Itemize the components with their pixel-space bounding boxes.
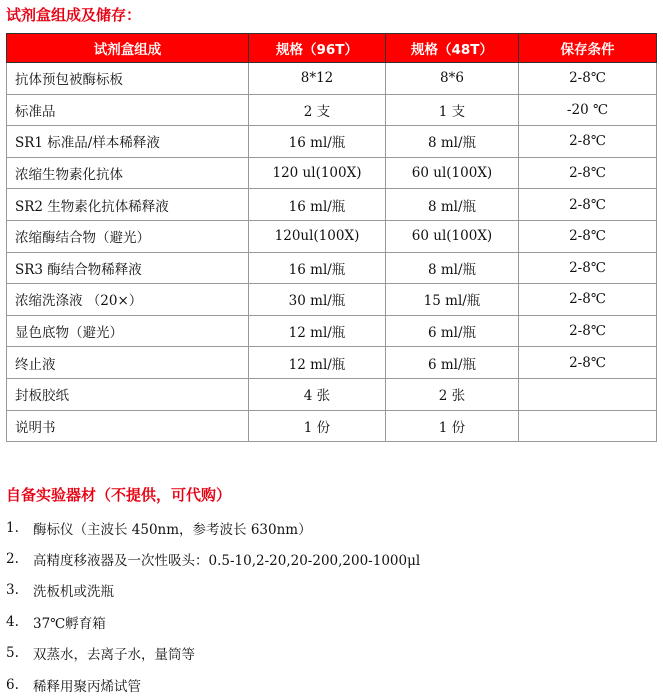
spec-48t-cell: 8 ml/瓶 [386, 189, 519, 221]
component-name-cell: 终止液 [7, 347, 249, 379]
list-item-text: 37℃孵育箱 [33, 615, 106, 632]
column-header-component: 试剂盒组成 [7, 34, 249, 63]
storage-cell: 2-8℃ [519, 284, 657, 316]
spec-96t-cell: 12 ml/瓶 [249, 315, 386, 347]
table-row [7, 189, 657, 221]
table-row [7, 347, 657, 379]
table-row [7, 63, 657, 95]
equipment-section-title: 自备实验器材（不提供，可代购） [6, 486, 232, 504]
spec-96t-cell: 30 ml/瓶 [249, 284, 386, 316]
table-row [7, 284, 657, 316]
table-row [7, 126, 657, 158]
component-name-cell: 说明书 [7, 410, 249, 442]
spec-96t-cell: 16 ml/瓶 [249, 126, 386, 158]
kit-components-table [6, 33, 657, 442]
spec-96t-cell: 12 ml/瓶 [249, 347, 386, 379]
column-header-storage: 保存条件 [519, 34, 657, 63]
component-name-cell: SR1 标准品/样本稀释液 [7, 126, 249, 158]
spec-48t-cell: 1 份 [386, 410, 519, 442]
column-header-spec-48t: 规格（48T） [386, 34, 519, 63]
table-row [7, 220, 657, 252]
storage-cell [519, 378, 657, 410]
table-row [7, 252, 657, 284]
storage-cell: 2-8℃ [519, 126, 657, 158]
spec-48t-cell: 8 ml/瓶 [386, 126, 519, 158]
spec-48t-cell: 15 ml/瓶 [386, 284, 519, 316]
component-name-cell: 抗体预包被酶标板 [7, 63, 249, 95]
table-row [7, 157, 657, 189]
storage-cell: -20 ℃ [519, 94, 657, 126]
component-name-cell: SR2 生物素化抗体稀释液 [7, 189, 249, 221]
column-header-spec-96t: 规格（96T） [249, 34, 386, 63]
storage-cell: 2-8℃ [519, 315, 657, 347]
list-item-number: 5. [6, 645, 19, 662]
list-item-number: 4. [6, 613, 19, 630]
component-name-cell: 浓缩生物素化抗体 [7, 157, 249, 189]
table-row [7, 315, 657, 347]
list-item [6, 575, 420, 606]
spec-48t-cell: 60 ul(100X) [386, 220, 519, 252]
spec-48t-cell: 6 ml/瓶 [386, 315, 519, 347]
spec-96t-cell: 16 ml/瓶 [249, 189, 386, 221]
spec-96t-cell: 16 ml/瓶 [249, 252, 386, 284]
spec-96t-cell: 4 张 [249, 378, 386, 410]
spec-96t-cell: 8*12 [249, 63, 386, 95]
table-header-row [7, 34, 657, 63]
list-item-number: 2. [6, 551, 19, 568]
list-item [6, 638, 420, 669]
list-item [6, 669, 420, 700]
storage-cell: 2-8℃ [519, 220, 657, 252]
storage-cell: 2-8℃ [519, 157, 657, 189]
storage-cell: 2-8℃ [519, 63, 657, 95]
equipment-list [6, 512, 420, 700]
storage-cell: 2-8℃ [519, 189, 657, 221]
list-item-text: 双蒸水，去离子水，量筒等 [33, 647, 195, 664]
spec-48t-cell: 1 支 [386, 94, 519, 126]
list-item [6, 606, 420, 637]
storage-cell: 2-8℃ [519, 347, 657, 379]
component-name-cell: 浓缩洗涤液 （20×） [7, 284, 249, 316]
component-name-cell: 显色底物（避光） [7, 315, 249, 347]
spec-96t-cell: 1 份 [249, 410, 386, 442]
spec-48t-cell: 8 ml/瓶 [386, 252, 519, 284]
component-name-cell: 浓缩酶结合物（避光） [7, 220, 249, 252]
spec-48t-cell: 6 ml/瓶 [386, 347, 519, 379]
list-item-text: 洗板机或洗瓶 [33, 584, 114, 601]
spec-48t-cell: 8*6 [386, 63, 519, 95]
list-item [6, 543, 420, 574]
storage-cell: 2-8℃ [519, 252, 657, 284]
spec-96t-cell: 120ul(100X) [249, 220, 386, 252]
list-item-text: 稀释用聚丙烯试管 [33, 678, 141, 695]
list-item-number: 1. [6, 519, 19, 536]
spec-96t-cell: 120 ul(100X) [249, 157, 386, 189]
spec-96t-cell: 2 支 [249, 94, 386, 126]
component-name-cell: 标准品 [7, 94, 249, 126]
kit-section-title: 试剂盒组成及储存： [6, 6, 142, 24]
storage-cell [519, 410, 657, 442]
list-item [6, 512, 420, 543]
table-row [7, 410, 657, 442]
component-name-cell: 封板胶纸 [7, 378, 249, 410]
spec-48t-cell: 60 ul(100X) [386, 157, 519, 189]
component-name-cell: SR3 酶结合物稀释液 [7, 252, 249, 284]
table-row [7, 378, 657, 410]
list-item-number: 3. [6, 582, 19, 599]
list-item-text: 高精度移液器及一次性吸头：0.5-10,2-20,20-200,200-1000μl [33, 553, 421, 570]
spec-48t-cell: 2 张 [386, 378, 519, 410]
list-item-text: 酶标仪（主波长 450nm，参考波长 630nm） [33, 521, 312, 538]
list-item-number: 6. [6, 676, 19, 693]
table-row [7, 94, 657, 126]
